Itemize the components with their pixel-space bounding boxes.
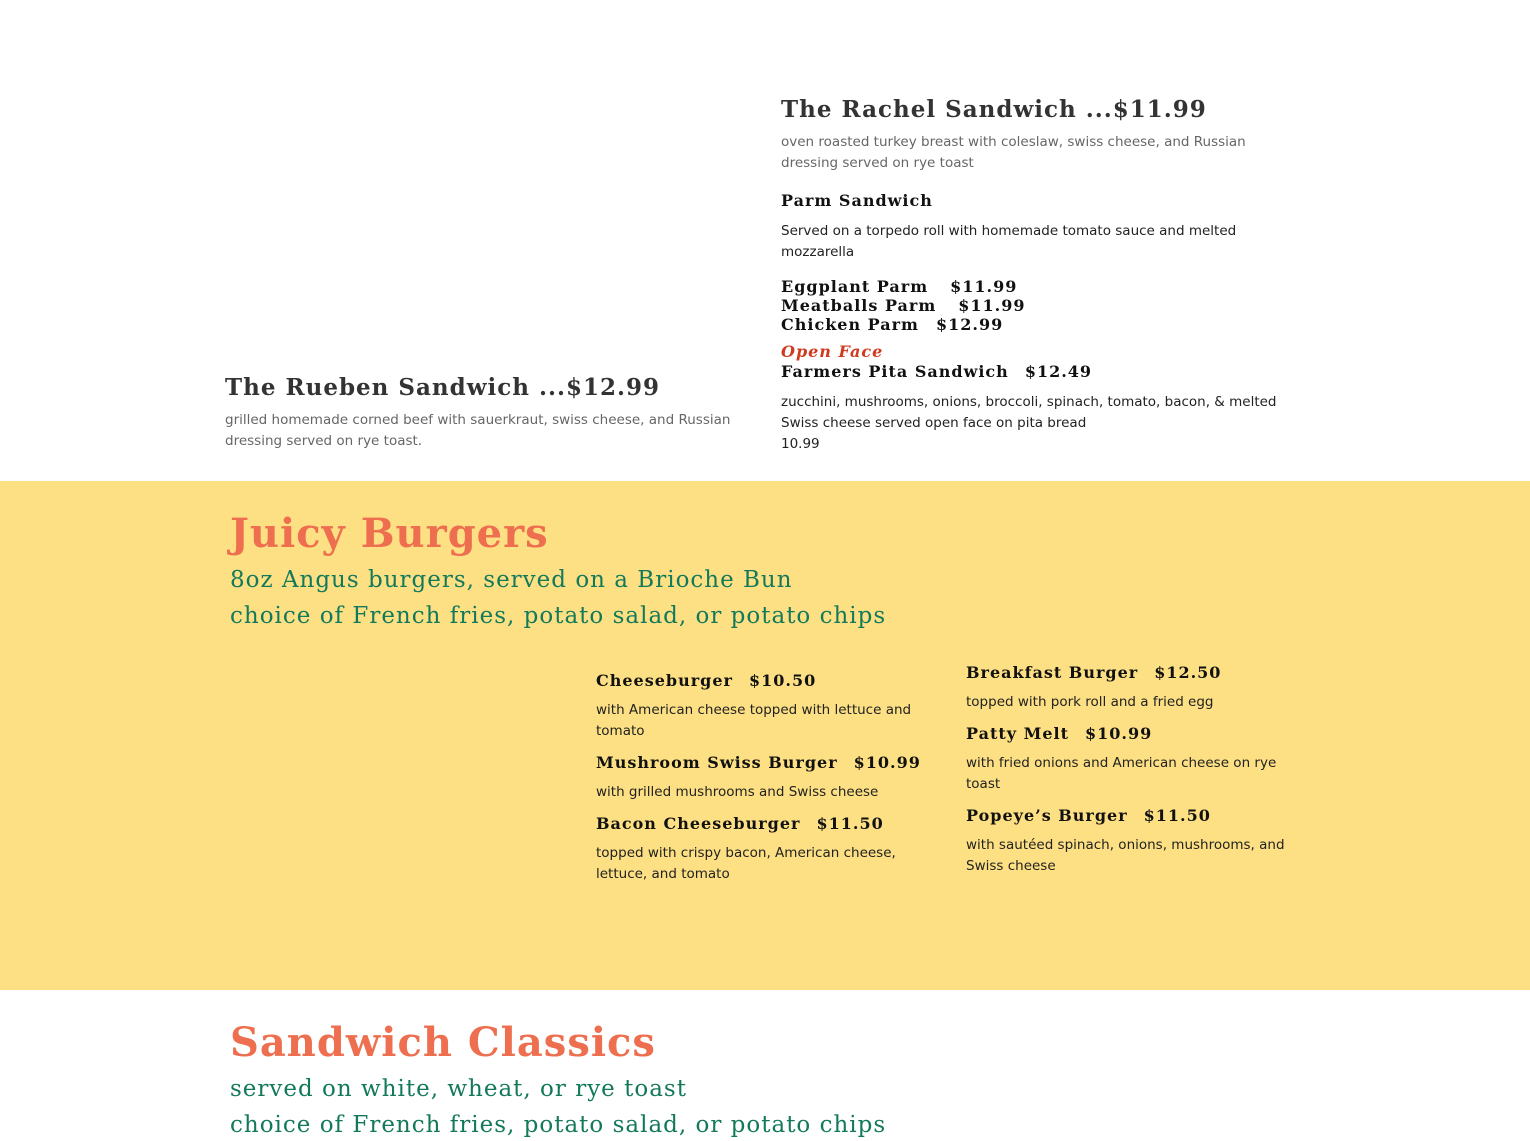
parm-item-name: Chicken Parm (781, 315, 919, 334)
menu-item (966, 805, 1311, 877)
rachel-sandwich-desc: oven roasted turkey breast with coleslaw, swiss cheese, and Russian dressing served on rye toast (781, 134, 1246, 171)
menu-item-price: $11.50 (816, 814, 884, 833)
menu-item-price: $12.50 (1154, 663, 1222, 682)
parm-items (781, 277, 1026, 334)
parm-item (781, 296, 1026, 315)
menu-item-title (966, 723, 1311, 745)
burgers-column-right (966, 662, 1311, 877)
burgers-subtitle: 8oz Angus burgers, served on a Brioche Bun (230, 567, 793, 593)
parm-item-price: $11.99 (958, 296, 1026, 315)
menu-item-title (596, 813, 936, 835)
parm-item-price: $12.99 (935, 315, 1004, 334)
menu-item (966, 723, 1311, 795)
menu-item-desc: with fried onions and American cheese on rye toast (966, 755, 1277, 792)
menu-item-title (966, 805, 1311, 827)
menu-item-title (596, 670, 936, 692)
menu-item-desc: with grilled mushrooms and Swiss cheese (596, 784, 879, 800)
open-face-section (781, 342, 1311, 455)
classics-title: Sandwich Classics (230, 1019, 656, 1066)
menu-item-name: Mushroom Swiss Burger (596, 753, 838, 772)
rueben-sandwich-title: The Rueben Sandwich ...$12.99 (225, 374, 661, 401)
farmers-pita-price: $12.49 (1024, 362, 1093, 381)
menu-item-name: Popeye’s Burger (966, 806, 1128, 825)
parm-item (781, 277, 1026, 296)
parm-item-name: Meatballs Parm (781, 296, 937, 315)
farmers-pita-extra: 10.99 (781, 436, 820, 452)
classics-header (230, 1017, 886, 1141)
menu-item (596, 670, 936, 742)
parm-item-price: $11.99 (950, 277, 1018, 296)
menu-item-price: $10.99 (1084, 724, 1153, 743)
menu-item (596, 752, 936, 803)
classics-sides: choice of French fries, potato salad, or potato chips (230, 1112, 887, 1138)
menu-item-desc: topped with pork roll and a fried egg (966, 694, 1214, 710)
rachel-sandwich-title: The Rachel Sandwich ...$11.99 (781, 96, 1207, 123)
menu-item-name: Bacon Cheeseburger (596, 814, 801, 833)
menu-item-title (966, 662, 1311, 684)
farmers-pita-title (781, 362, 1311, 381)
menu-item-desc: with sautéed spinach, onions, mushrooms, and Swiss cheese (966, 837, 1285, 874)
burgers-column-left (596, 670, 936, 885)
menu-item-desc: with American cheese topped with lettuce and tomato (596, 702, 912, 739)
burgers-header (230, 508, 886, 634)
classics-subtitle: served on white, wheat, or rye toast (230, 1076, 687, 1102)
menu-item-title (596, 752, 936, 774)
rachel-sandwich (781, 96, 1311, 174)
parm-sandwich-title: Parm Sandwich (781, 191, 933, 210)
menu-item-price: $10.99 (853, 753, 921, 772)
menu-item-price: $10.50 (748, 671, 817, 690)
parm-item (781, 315, 1026, 334)
rueben-sandwich (225, 374, 745, 452)
menu-item-name: Cheeseburger (596, 671, 733, 690)
menu-item (966, 662, 1311, 713)
menu-item-price: $11.50 (1143, 806, 1211, 825)
menu-item (596, 813, 936, 885)
menu-item-name: Breakfast Burger (966, 663, 1139, 682)
open-face-label: Open Face (781, 342, 884, 361)
farmers-pita-desc: zucchini, mushrooms, onions, broccoli, spinach, tomato, bacon, & melted Swiss cheese served open face on pita bread (781, 394, 1277, 431)
burgers-sides: choice of French fries, potato salad, or potato chips (230, 603, 887, 629)
parm-sandwich-desc: Served on a torpedo roll with homemade tomato sauce and melted mozzarella (781, 223, 1237, 260)
menu-item-name: Patty Melt (966, 724, 1069, 743)
menu-item-desc: topped with crispy bacon, American cheese, lettuce, and tomato (596, 845, 896, 882)
burgers-title: Juicy Burgers (230, 510, 549, 557)
parm-sandwich (781, 191, 1311, 263)
farmers-pita-name: Farmers Pita Sandwich (781, 362, 1009, 381)
rueben-sandwich-desc: grilled homemade corned beef with sauerkraut, swiss cheese, and Russian dressing served on rye toast. (225, 412, 731, 449)
parm-item-name: Eggplant Parm (781, 277, 929, 296)
